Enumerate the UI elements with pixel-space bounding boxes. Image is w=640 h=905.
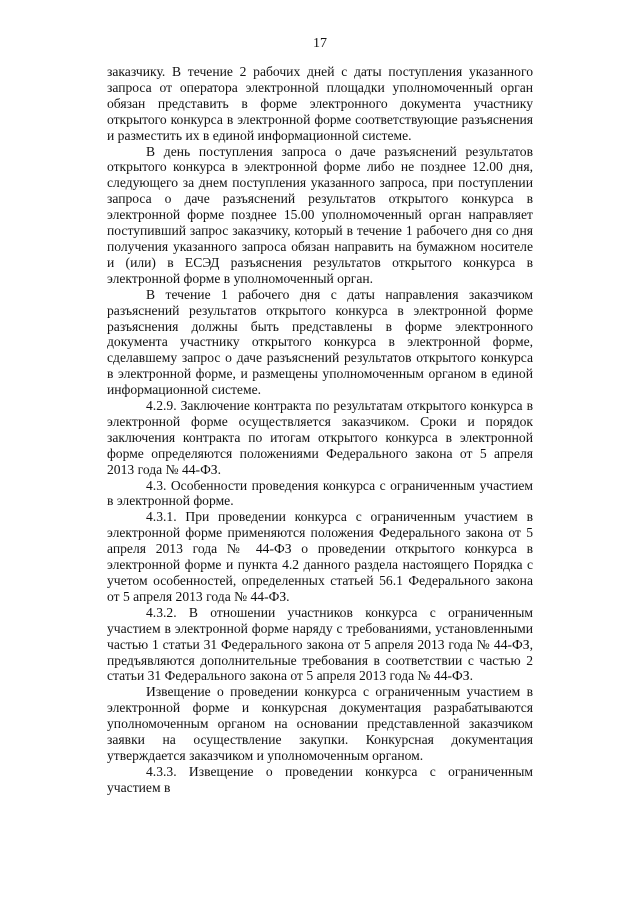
paragraph: Извещение о проведении конкурса с ограниченным участием в электронной форме и конкурсная документация разрабатываются уполномоченным органом на основании представленной заказчиком заявки на осуществление закупки. Конкурсная документация утверждается заказчиком и уполномоченным органом. [107, 684, 533, 763]
paragraph: В день поступления запроса о даче разъяснений результатов открытого конкурса в электронной форме либо не позднее 12.00 дня, следующего за днем поступления указанного запроса, при поступлении запроса о даче разъяснений результатов открытого конкурса в электронной форме позднее 15.00 уполномоченный орган направляет поступивший запрос заказчику, который в течение 1 рабочего дня со дня получения указанного запроса обязан направить на бумажном носителе и (или) в ЕСЭД разъяснения результатов открытого конкурса в электронной форме в уполномоченный орган. [107, 143, 533, 286]
paragraph-4-3-2: 4.3.2. В отношении участников конкурса с ограниченным участием в электронной форме наряду с требованиями, установленными частью 1 статьи 31 Федерального закона от 5 апреля 2013 года № 44-ФЗ, предъявляются дополнительные требования в соответствии с частью 2 статьи 31 Федерального закона от 5 апреля 2013 года № 44-ФЗ. [107, 604, 533, 684]
paragraph-4-3-1: 4.3.1. При проведении конкурса с ограниченным участием в электронной форме применяются положения Федерального закона от 5 апреля 2013 года № 44-ФЗ о проведении открытого конкурса в электронной форме и пункта 4.2 данного раздела настоящего Порядка с учетом особенностей, определенных статьей 56.1 Федерального закона от 5 апреля 2013 года № 44-ФЗ. [107, 509, 533, 604]
section-heading-4-3: 4.3. Особенности проведения конкурса с ограниченным участием в электронной форме. [107, 477, 533, 509]
page-number: 17 [313, 36, 327, 51]
paragraph-4-2-9: 4.2.9. Заключение контракта по результатам открытого конкурса в электронной форме осуществляется заказчиком. Сроки и порядок заключения контракта по итогам открытого конкурса в электронной форме определяются положениями Федерального закона от 5 апреля 2013 года № 44-ФЗ. [107, 398, 533, 477]
paragraph: В течение 1 рабочего дня с даты направления заказчиком разъяснений результатов открытого конкурса в электронной форме разъяснения должны быть представлены в форме электронного документа участнику открытого конкурса в электронной форме, сделавшему запрос о даче разъяснений результатов открытого конкурса в электронной форме, и размещены уполномоченным органом в единой информационной системе. [107, 286, 533, 398]
paragraph-4-3-3: 4.3.3. Извещение о проведении конкурса с ограниченным участием в [107, 763, 533, 795]
document-body [107, 64, 533, 796]
paragraph-continuation: заказчику. В течение 2 рабочих дней с даты поступления указанного запроса от оператора электронной площадки уполномоченный орган обязан представить в форме электронного документа участнику открытого конкурса в электронной форме соответствующие разъяснения и разместить их в единой информационной системе. [107, 64, 533, 143]
